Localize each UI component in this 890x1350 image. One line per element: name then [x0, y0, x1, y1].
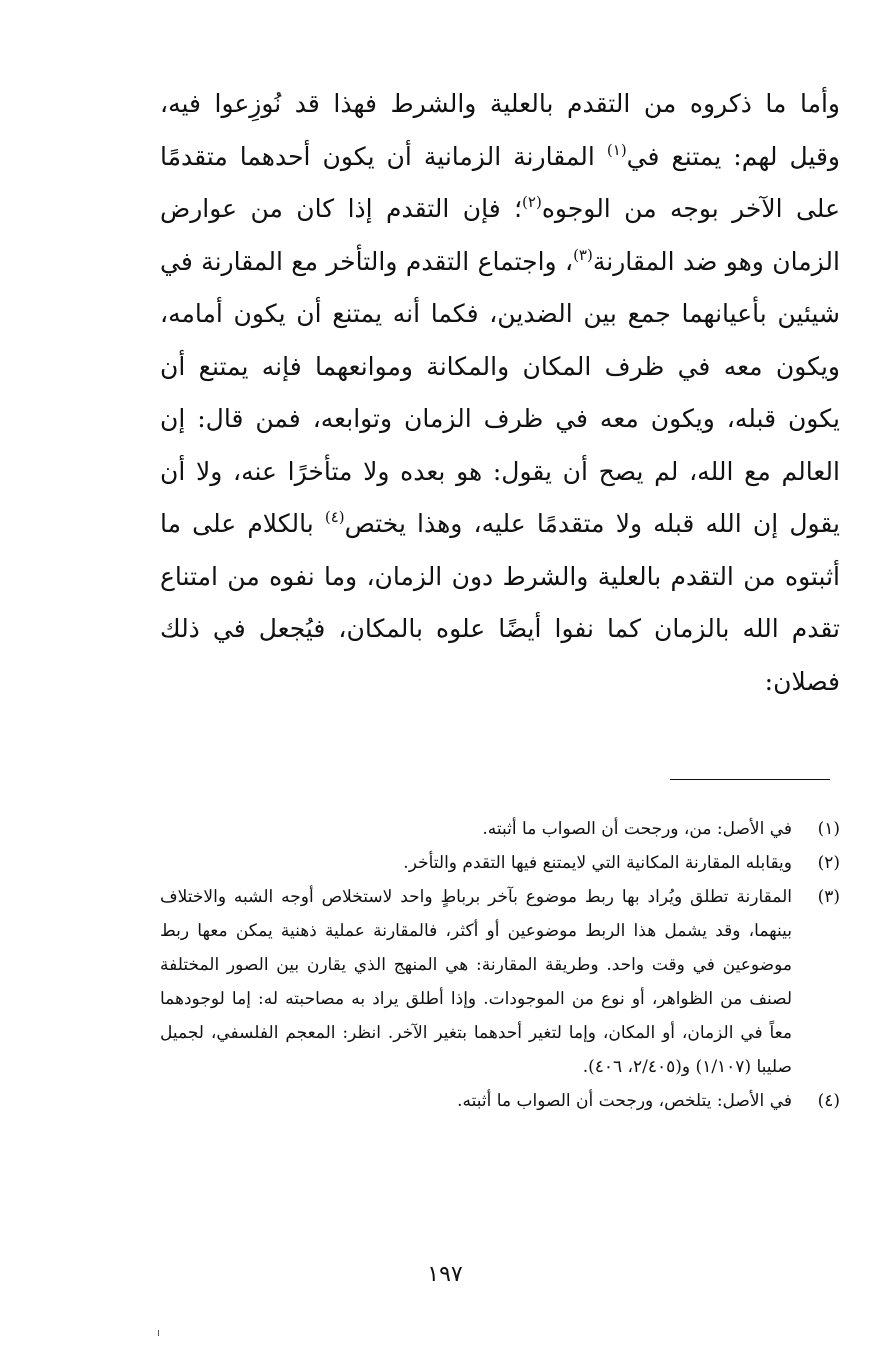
main-text-segment-3: ؛ فإن التقدم إذا كان من عوارض الزمان وهو ضد المقارنة [160, 194, 840, 276]
main-text-segment-5: بالكلام على ما أثبتوه من التقدم بالعلية والشرط دون الزمان، وما نفوه من امتناع تقدم الله بالزمان كما نفوا أيضًا علوه بالمكان، فيُجعل في ذلك فصلان: [160, 509, 840, 696]
footnote-number: (٢) [817, 853, 840, 873]
footnote-4 [160, 1084, 840, 1118]
main-text-segment-4: ، واجتماع التقدم والتأخر مع المقارنة في شيئين بأعيانهما جمع بين الضدين، فكما أنه يمتنع أن يكون أمامه، ويكون معه في ظرف المكان والمكانة وموانعهما فإنه يمتنع أن يكون قبله، ويكون معه في ظرف الزمان وتوابعه، فمن قال: إن العالم مع الله، لم يصح أن يقول: هو بعده ولا متأخرًا عنه، ولا أن يقول إن الله قبله ولا متقدمًا عليه، وهذا يختص [160, 246, 840, 538]
footnote-2 [160, 846, 840, 880]
main-paragraph [160, 78, 840, 708]
main-text-segment-2: المقارنة الزمانية أن يكون أحدهما متقدمًا على الآخر بوجه من الوجوه [160, 141, 840, 223]
footnote-separator [670, 779, 830, 780]
footnote-text: في الأصل: يتلخص، ورجحت أن الصواب ما أثبته. [457, 1091, 792, 1111]
footnote-ref-1: (١) [606, 140, 627, 159]
footnote-text: في الأصل: من، ورجحت أن الصواب ما أثبته. [482, 819, 792, 839]
page-number: ١٩٧ [427, 1262, 463, 1287]
scan-mark [158, 1330, 159, 1336]
footnote-number: (١) [817, 819, 840, 839]
footnote-number: (٣) [817, 887, 840, 907]
footnote-ref-3: (٣) [573, 245, 593, 264]
footnote-ref-4: (٤) [324, 508, 345, 526]
footnote-text: ويقابله المقارنة المكانية التي لايمتنع فيها التقدم والتأخر. [403, 853, 792, 873]
footnote-number: (٤) [817, 1091, 840, 1111]
footnote-ref-2: (٢) [522, 193, 542, 211]
footnotes-list [160, 812, 840, 1118]
footnote-1 [160, 812, 840, 846]
footnote-3 [160, 880, 840, 1084]
main-text-segment-1: وأما ما ذكروه من التقدم بالعلية والشرط فهذا قد نُوزِعوا فيه، وقيل لهم: يمتنع في [160, 89, 840, 171]
footnote-text: المقارنة تطلق ويُراد بها ربط موضوع بآخر برباطٍ واحد لاستخلاص أوجه الشبه والاختلاف بينهما، وقد يشمل هذا الربط موضوعين أو أكثر، فالمقارنة عملية ذهنية يمكن معها ربط موضوعين في وقت واحد. وطريقة المقارنة: هي المنهج الذي يقارن بين الصور المختلفة لصنف من الظواهر، أو نوع من الموجودات. وإذا أطلق يراد به مصاحبته له: إما لوجودهما معاً في الزمان، أو المكان، وإما لتغير أحدهما بتغير الآخر. انظر: المعجم الفلسفي، لجميل صليبا (١/١٠٧) و(٢/٤٠٥، ٤٠٦). [160, 887, 792, 1077]
